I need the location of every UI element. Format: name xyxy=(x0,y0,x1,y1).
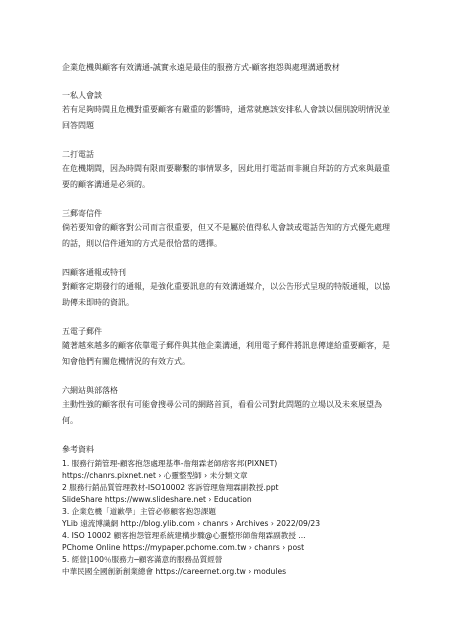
reference-link[interactable]: 中華民國全國創新創業總會 https://careernet.org.tw › modules xyxy=(62,567,287,576)
section-body: 在危機期間，因為時間有限而要聯繫的事情眾多，因此用打電話而非親自拜訪的方式來與最重要的顧客溝通是必須的。 xyxy=(62,164,390,189)
section-phone-call xyxy=(62,148,392,193)
reference-line: 1. 服務行銷管理-顧客抱怨處理基準-詹翔霖老師痞客邦(PIXNET) xyxy=(62,459,278,468)
section-website-blog xyxy=(62,384,392,429)
document-page xyxy=(62,61,392,592)
reference-line: 3. 企業危機「道歉學」主管必修顧客抱怨課題 xyxy=(62,507,216,516)
section-heading: 四顧客通報或特刊 xyxy=(62,268,126,277)
reference-link[interactable]: SlideShare https://www.slideshare.net › Education xyxy=(62,495,252,504)
section-body: 倘若要知會的顧客對公司而言很重要，但又不是屬於值得私人會談或電話告知的方式優先處理的話，則以信件通知的方式是很恰當的選擇。 xyxy=(62,223,390,248)
reference-link[interactable]: PChome Online https://mypaper.pchome.com.tw › chanrs › post xyxy=(62,543,305,552)
section-body: 對顧客定期發行的通報，是強化重要訊息的有效溝通媒介，以公告形式呈現的特版通報，以協助傳未即時的資訊。 xyxy=(62,282,390,307)
reference-link[interactable]: https://chanrs.pixnet.net › 心靈整型師 › 未分類文章 xyxy=(62,471,248,480)
references-section xyxy=(62,443,392,578)
section-body: 隨著越來越多的顧客依靠電子郵件與其他企業溝通，利用電子郵件將訊息傳達給重要顧客，是知會他們有關危機情況的有效方式。 xyxy=(62,341,390,366)
section-body: 主動性強的顧客很有可能會搜尋公司的網路首頁，看看公司對此問題的立場以及未來展望為何。 xyxy=(62,400,382,425)
section-heading: 一私人會談 xyxy=(62,91,102,100)
section-mail-letter xyxy=(62,207,392,252)
section-newsletter xyxy=(62,266,392,311)
section-heading: 五電子郵件 xyxy=(62,327,102,336)
reference-line: 4. ISO 10002 顧客抱怨管理系統建構步驟@心靈整形師詹翔霖副教授 ... xyxy=(62,531,306,540)
section-email xyxy=(62,325,392,370)
section-private-meeting xyxy=(62,89,392,134)
section-heading: 三郵寄信件 xyxy=(62,209,102,218)
document-title: 企業危機與顧客有效溝通-誠實永遠是最佳的服務方式-顧客抱怨與處理溝通教材 xyxy=(62,63,340,72)
section-heading: 二打電話 xyxy=(62,150,94,159)
section-heading: 六網站與部落格 xyxy=(62,386,118,395)
reference-line: 2 服務行銷品質管理教材-ISO10002 客訴管理詹翔霖副教授.ppt xyxy=(62,483,279,492)
reference-line: 5. 經營|100％服務力─顧客滿意的服務品質經營 xyxy=(62,555,223,564)
references-heading: 參考資料 xyxy=(62,445,94,454)
section-body: 若有足夠時間且危機對重要顧客有嚴重的影響時，通常就應該安排私人會談以個別說明情況並回答問題 xyxy=(62,105,390,130)
reference-link[interactable]: YLib 遠流博識網 http://blog.ylib.com › chanrs › Archives › 2022/09/23 xyxy=(62,519,321,528)
